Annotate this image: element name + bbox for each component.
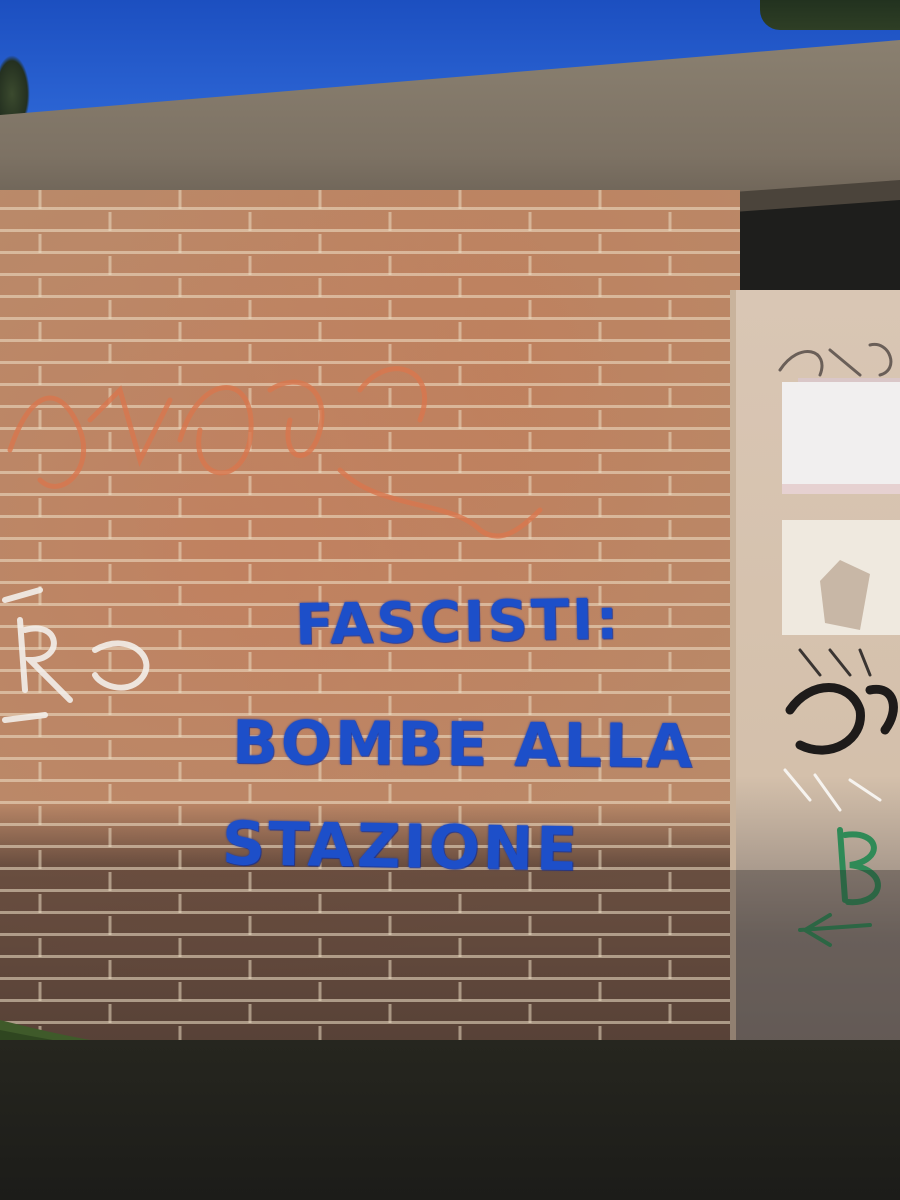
graffiti-line-fascisti: FASCISTI:: [294, 587, 622, 658]
asphalt-ground: [0, 1040, 900, 1200]
orange-graffiti-tag: [0, 330, 560, 570]
graffiti-line-stazione: STAZIONE: [221, 808, 581, 886]
graffiti-line-bombe-alla: BOMBE ALLA: [231, 707, 696, 783]
white-graffiti-tag: [0, 580, 170, 740]
